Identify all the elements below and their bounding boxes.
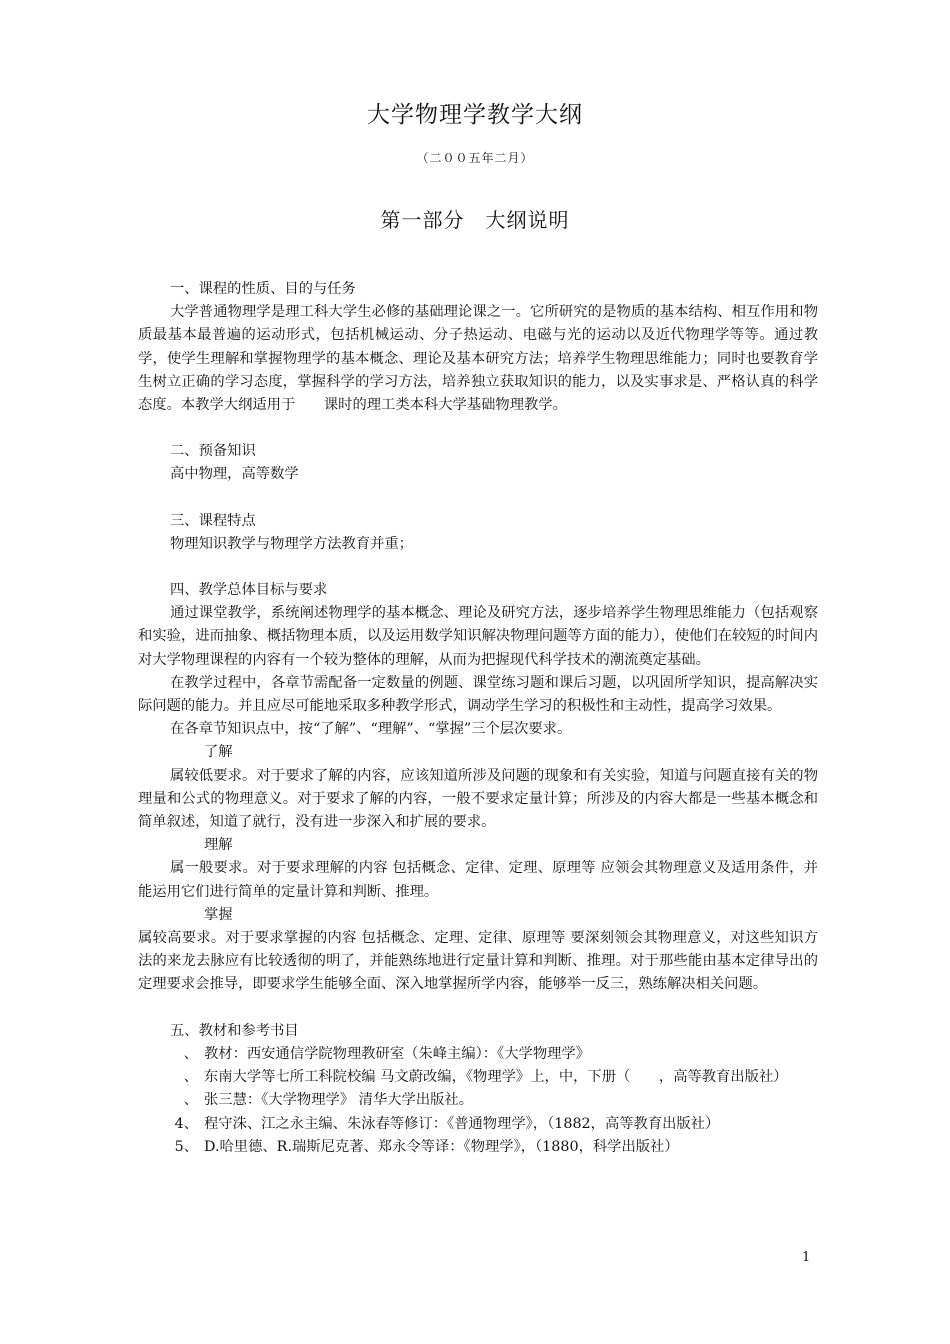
document-body — [138, 278, 818, 1159]
reference-number: 、 — [183, 1092, 198, 1109]
reference-number: 5、 — [174, 1138, 198, 1155]
part-title: 第一部分 大纲说明 — [380, 208, 570, 232]
reference-item — [138, 1043, 818, 1066]
level-text-comprehend: 属一般要求。对于要求理解的内容 包括概念、定律、定理、原理等 应领会其物理意义及适用条件，并能运用它们进行简单的定量计算和判断、推理。 — [138, 860, 818, 900]
page-number: 1 — [802, 1250, 811, 1265]
reference-item — [138, 1113, 818, 1136]
section-heading-5: 五、教材和参考书目 — [170, 1022, 299, 1039]
reference-text: 程守洙、江之永主编、朱泳春等修订：《普通物理学》，（1882，高等教育出版社） — [204, 1115, 720, 1132]
document-date: （二００五年二月） — [416, 151, 534, 165]
reference-text: 东南大学等七所工科院校编 马文蔚改编，《物理学》上，中，下册（ ，高等教育出版社） — [204, 1069, 788, 1086]
level-label-master: 掌握 — [204, 906, 233, 923]
section-4-paragraph-3: 在各章节知识点中，按“了解”、“理解”、“掌握”三个层次要求。 — [170, 721, 572, 738]
reference-item — [138, 1066, 818, 1089]
reference-text: 张三慧：《大学物理学》 清华大学出版社。 — [204, 1092, 474, 1109]
level-label-comprehend: 理解 — [204, 837, 233, 854]
reference-text: 教材：西安通信学院物理教研室（朱峰主编）：《大学物理学》 — [204, 1045, 591, 1062]
level-label-understand-basic: 了解 — [204, 744, 233, 761]
reference-item — [138, 1089, 818, 1112]
reference-text: D.哈里德、R.瑞斯尼克著、郑永令等译：《物理学》，（1880，科学出版社） — [204, 1138, 679, 1155]
page-title: 大学物理学教学大纲 — [367, 102, 583, 128]
section-2-paragraph: 高中物理，高等数学 — [170, 466, 299, 483]
section-heading-4: 四、教学总体目标与要求 — [170, 582, 328, 599]
reference-item — [138, 1136, 818, 1159]
reference-number: 4、 — [174, 1115, 198, 1132]
level-text-master: 属较高要求。对于要求掌握的内容 包括概念、定理、定律、原理等 要深刻领会其物理意义，对这些知识方法的来龙去脉应有比较透彻的明了，并能熟练地进行定量计算和判断、推理。对于那些能由基本定律导出的定理要求会推导，即要求学生能够全面、深入地掌握所学内容，能够举一反三，熟练解决相关问题。 — [138, 930, 818, 993]
reference-number: 、 — [183, 1045, 198, 1062]
section-4-paragraph-1: 通过课堂教学，系统阐述物理学的基本概念、理论及研究方法，逐步培养学生物理思维能力（包括观察和实验，进而抽象、概括物理本质，以及运用数学知识解决物理问题等方面的能力），使他们在较短的时间内对大学物理课程的内容有一个较为整体的理解，从而为把握现代科学技术的潮流奠定基础。 — [138, 605, 818, 668]
reference-number: 、 — [183, 1069, 198, 1086]
level-text-understand-basic: 属较低要求。对于要求了解的内容，应该知道所涉及问题的现象和有关实验，知道与问题直接有关的物理量和公式的物理意义。对于要求了解的内容，一般不要求定量计算；所涉及的内容大都是一些基本概念和简单叙述，知道了就行，没有进一步深入和扩展的要求。 — [138, 767, 818, 831]
section-heading-1: 一、课程的性质、目的与任务 — [170, 281, 356, 297]
section-3-paragraph: 物理知识教学与物理学方法教育并重； — [170, 535, 414, 552]
section-heading-2: 二、预备知识 — [170, 443, 256, 460]
section-heading-3: 三、课程特点 — [170, 512, 256, 529]
section-1-paragraph: 大学普通物理学是理工科大学生必修的基础理论课之一。它所研究的是物质的基本结构、相互作用和物质最基本最普遍的运动形式，包括机械运动、分子热运动、电磁与光的运动以及近代物理学等等。通过教学，使学生理解和掌握物理学的基本概念、理论及基本研究方法；培养学生物理思维能力；同时也要教育学生树立正确的学习态度，掌握科学的学习方法，培养独立获取知识的能力，以及实事求是、严格认真的科学态度。本教学大纲适用于 课时的理工类本科大学基础物理教学。 — [138, 304, 818, 414]
section-4-paragraph-2: 在教学过程中，各章节需配备一定数量的例题、课堂练习题和课后习题，以巩固所学知识，提高解决实际问题的能力。并且应尽可能地采取多种教学形式，调动学生学习的积极性和主动性，提高学习效果。 — [138, 674, 818, 715]
